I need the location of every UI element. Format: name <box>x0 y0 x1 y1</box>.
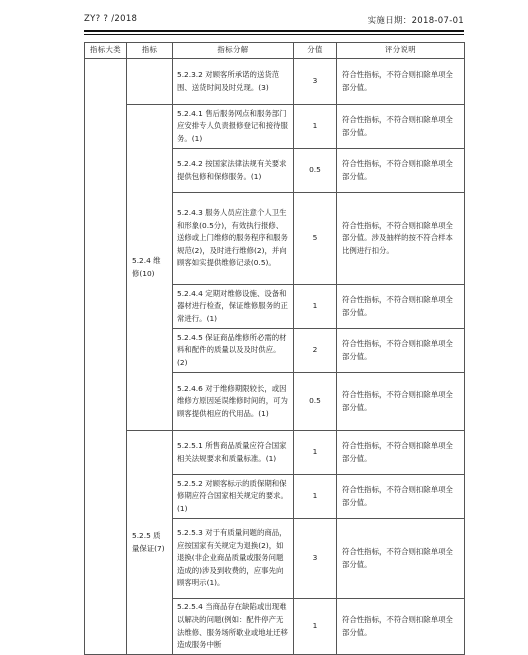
header-rule-thin <box>84 34 464 35</box>
note-cell: 符合性指标，不符合则扣除单项全部分值。 <box>337 519 465 599</box>
score-cell: 1 <box>294 599 337 655</box>
effective-date: 实施日期：2018-07-01 <box>367 16 464 26</box>
breakdown-cell: 5.2.5.2 对顾客标示的质保期和保修期应符合国家相关规定的要求。(1) <box>173 475 294 519</box>
indicator-cell <box>127 59 173 105</box>
breakdown-cell: 5.2.4.2 按国家法律法规有关要求提供包修和保修服务。(1) <box>173 149 294 193</box>
page-header <box>84 14 464 30</box>
score-cell: 5 <box>294 193 337 285</box>
note-cell: 符合性指标，不符合则扣除单项全部分值。 <box>337 475 465 519</box>
category-cell <box>85 59 127 655</box>
scoring-table <box>84 42 465 655</box>
note-cell: 符合性指标，不符合则扣除单项全部分值。 <box>337 599 465 655</box>
standard-number: ZY? ? /2018 <box>84 14 138 24</box>
note-cell: 符合性指标，不符合则扣除单项全部分值。 <box>337 329 465 373</box>
score-cell: 1 <box>294 105 337 149</box>
breakdown-cell: 5.2.4.5 保证商品维修所必需的材料和配件的质量以及及时供应。(2) <box>173 329 294 373</box>
col-header-indicator: 指标 <box>127 43 173 59</box>
indicator-cell: 5.2.5 质量保证(7) <box>127 431 173 655</box>
score-cell: 0.5 <box>294 373 337 431</box>
breakdown-cell: 5.2.4.6 对于维修期限较长，或因维修方原因延误维修时间的，可为顾客提供相应的代用品。(1) <box>173 373 294 431</box>
col-header-score: 分值 <box>294 43 337 59</box>
score-cell: 1 <box>294 285 337 329</box>
breakdown-cell: 5.2.3.2 对顾客所承诺的送货范围、送货时间及时兑现。(3) <box>173 59 294 105</box>
score-cell: 3 <box>294 519 337 599</box>
score-cell: 0.5 <box>294 149 337 193</box>
table-row <box>85 431 465 475</box>
score-cell: 1 <box>294 475 337 519</box>
header-rule <box>84 30 464 32</box>
note-cell: 符合性指标，不符合则扣除单项全部分值。 <box>337 59 465 105</box>
table-row <box>85 105 465 149</box>
breakdown-cell: 5.2.4.3 服务人员应注意个人卫生和形象(0.5分)，有效执行报修、送修或上门维修的服务程序和服务规范(2)，及时进行维修(2)，并向顾客如实提供维修记录(0.5)。 <box>173 193 294 285</box>
note-cell: 符合性指标，不符合则扣除单项全部分值。 <box>337 431 465 475</box>
note-cell: 符合性指标，不符合则扣除单项全部分值。涉及抽样的按不符合样本比例进行扣分。 <box>337 193 465 285</box>
indicator-cell: 5.2.4 维修(10) <box>127 105 173 431</box>
table-row <box>85 59 465 105</box>
col-header-breakdown: 指标分解 <box>173 43 294 59</box>
note-cell: 符合性指标，不符合则扣除单项全部分值。 <box>337 105 465 149</box>
breakdown-cell: 5.2.5.1 所售商品质量应符合国家相关法规要求和质量标准。(1) <box>173 431 294 475</box>
col-header-category: 指标大类 <box>85 43 127 59</box>
score-cell: 3 <box>294 59 337 105</box>
table-header-row <box>85 43 465 59</box>
score-cell: 1 <box>294 431 337 475</box>
breakdown-cell: 5.2.5.3 对于有质量问题的商品，应按国家有关规定为退换(2)，如退换(非企业商品质量或服务问题造成的)涉及到收费的，应事先向顾客明示(1)。 <box>173 519 294 599</box>
note-cell: 符合性指标，不符合则扣除单项全部分值。 <box>337 285 465 329</box>
note-cell: 符合性指标，不符合则扣除单项全部分值。 <box>337 373 465 431</box>
breakdown-cell: 5.2.4.1 售后服务网点和服务部门应安排专人负责报修登记和接待服务。(1) <box>173 105 294 149</box>
score-cell: 2 <box>294 329 337 373</box>
breakdown-cell: 5.2.4.4 定期对维修设施、设备和器材进行检查，保证维修服务的正常进行。(1) <box>173 285 294 329</box>
col-header-note: 评分说明 <box>337 43 465 59</box>
note-cell: 符合性指标，不符合则扣除单项全部分值。 <box>337 149 465 193</box>
breakdown-cell: 5.2.5.4 当商品存在缺陷或出现难以解决的问题(例如：配件停产无法维修、服务场所歇业或地址迁移造成服务中断 <box>173 599 294 655</box>
